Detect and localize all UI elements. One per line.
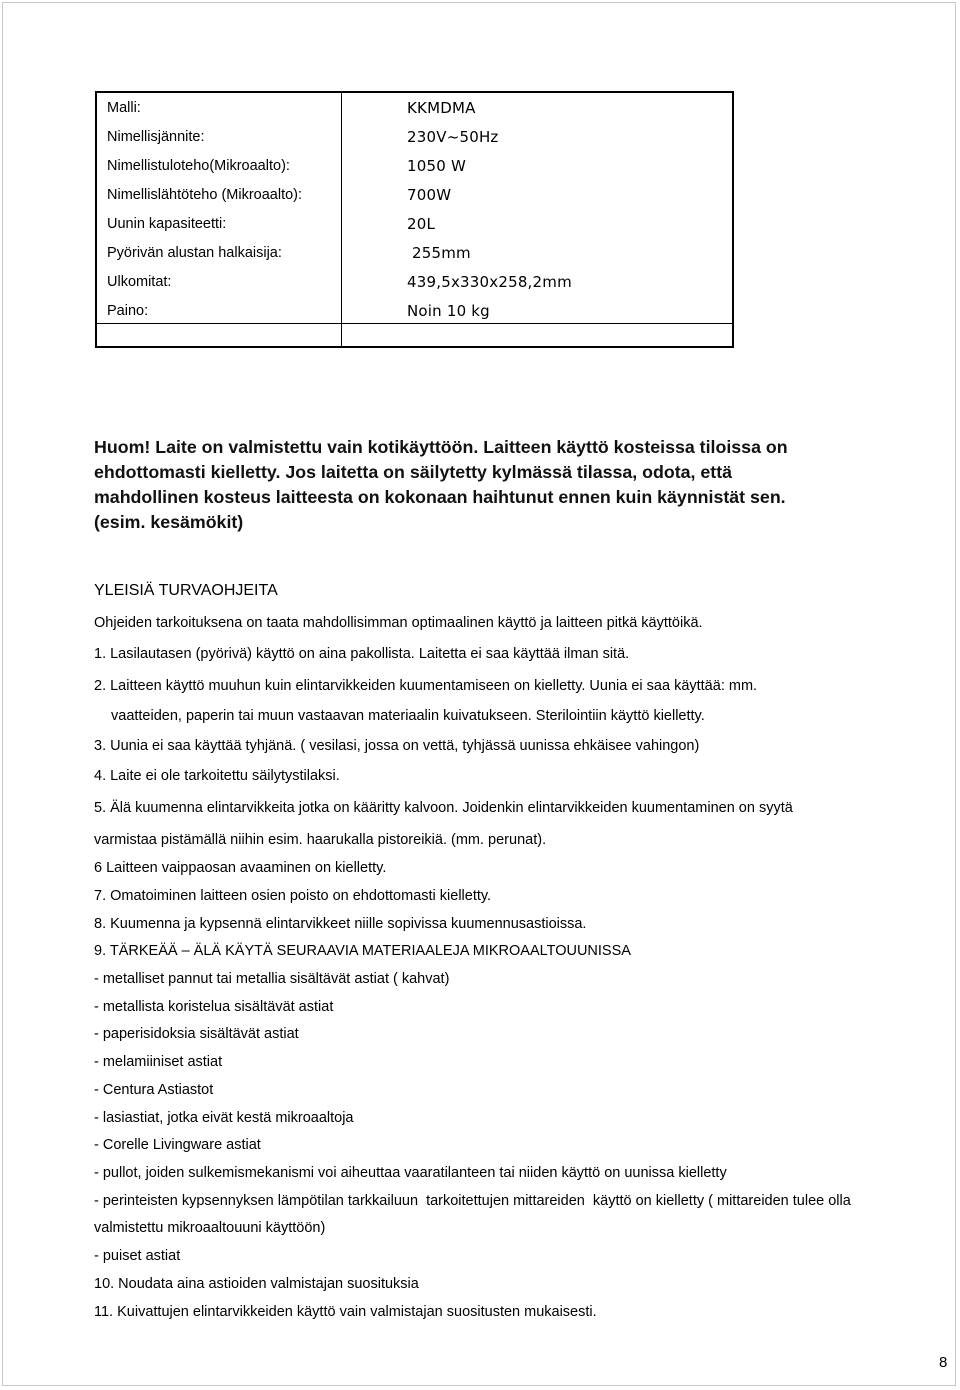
spec-label-model: Malli: [107, 100, 141, 116]
list-item: - melamiiniset astiat [94, 1054, 223, 1070]
spec-label-voltage: Nimellisjännite: [107, 129, 205, 145]
list-item: - paperisidoksia sisältävät astiat [94, 1026, 299, 1042]
instruction-item: 2. Laitteen käyttö muuhun kuin elintarvikkeiden kuumentamiseen on kielletty. Uunia ei saa käyttää: mm. [94, 678, 758, 694]
spec-table [95, 91, 734, 348]
spec-value-weight: Noin 10 kg [407, 302, 490, 320]
intro-text: Ohjeiden tarkoituksena on taata mahdollisimman optimaalinen käyttö ja laitteen pitkä käyttöikä. [94, 615, 703, 631]
instruction-item: 3. Uunia ei saa käyttää tyhjänä. ( vesilasi, jossa on vettä, tyhjässä uunissa ehkäisee vahingon) [94, 738, 700, 754]
spec-label-output-power: Nimellislähtöteho (Mikroaalto): [107, 187, 303, 203]
list-item: - metalliset pannut tai metallia sisältävät astiat ( kahvat) [94, 971, 450, 987]
spec-value-dimensions: 439,5x330x258,2mm [407, 273, 572, 291]
list-item: - puiset astiat [94, 1248, 181, 1264]
list-item: - Corelle Livingware astiat [94, 1137, 261, 1153]
list-item: - metallista koristelua sisältävät astiat [94, 999, 334, 1015]
instruction-item-continued: varmistaa pistämällä niihin esim. haarukalla pistoreikiä. (mm. perunat). [94, 832, 547, 848]
list-item-continued: valmistettu mikroaaltouuni käyttöön) [94, 1220, 326, 1236]
instruction-item: 10. Noudata aina astioiden valmistajan suosituksia [94, 1276, 419, 1292]
warning-line: Huom! Laite on valmistettu vain kotikäyttöön. Laitteen käyttö kosteissa tiloissa on [94, 437, 788, 457]
spec-label-dimensions: Ulkomitat: [107, 274, 172, 290]
list-item: - perinteisten kypsennyksen lämpötilan tarkkailuun tarkoitettujen mittareiden käyttö on kielletty ( mittareiden tulee olla [94, 1193, 851, 1209]
instruction-item: 8. Kuumenna ja kypsennä elintarvikkeet niille sopivissa kuumennusastioissa. [94, 916, 587, 932]
warning-line: ehdottomasti kielletty. Jos laitetta on säilytetty kylmässä tilassa, odota, että [94, 462, 733, 482]
spec-value-output-power: 700W [407, 186, 452, 204]
instruction-item: 1. Lasilautasen (pyörivä) käyttö on aina pakollista. Laitetta ei saa käyttää ilman sitä. [94, 646, 630, 662]
instruction-item: 11. Kuivattujen elintarvikkeiden käyttö vain valmistajan suositusten mukaisesti. [94, 1304, 597, 1320]
spec-label-weight: Paino: [107, 303, 149, 319]
instruction-item: 5. Älä kuumenna elintarvikkeita jotka on kääritty kalvoon. Joidenkin elintarvikkeiden kuumentaminen on syytä [94, 800, 793, 816]
table-row-divider [97, 323, 732, 324]
spec-label-turntable-diameter: Pyörivän alustan halkaisija: [107, 245, 282, 261]
list-item: - lasiastiat, jotka eivät kestä mikroaaltoja [94, 1110, 354, 1126]
spec-value-input-power: 1050 W [407, 157, 466, 175]
spec-label-input-power: Nimellistuloteho(Mikroaalto): [107, 158, 290, 174]
page-number: 8 [939, 1354, 948, 1371]
spec-value-voltage: 230V~50Hz [407, 128, 499, 146]
list-item: - Centura Astiastot [94, 1082, 214, 1098]
warning-line: mahdollinen kosteus laitteesta on kokonaan haihtunut ennen kuin käynnistät sen. [94, 487, 786, 507]
spec-value-turntable-diameter: 255mm [407, 244, 471, 262]
instruction-item: 7. Omatoiminen laitteen osien poisto on ehdottomasti kielletty. [94, 888, 492, 904]
list-item: - pullot, joiden sulkemismekanismi voi aiheuttaa vaaratilanteen tai niiden käyttö on uunissa kielletty [94, 1165, 727, 1181]
instruction-item: 4. Laite ei ole tarkoitettu säilytystilaksi. [94, 768, 340, 784]
spec-value-model: KKMDMA [407, 99, 476, 117]
warning-line: (esim. kesämökit) [94, 512, 244, 532]
instruction-item: 9. TÄRKEÄÄ – ÄLÄ KÄYTÄ SEURAAVIA MATERIAALEJA MIKROAALTOUUNISSA [94, 943, 631, 959]
instruction-item-continued: vaatteiden, paperin tai muun vastaavan materiaalin kuivatukseen. Sterilointiin käyttö kielletty. [111, 708, 705, 724]
table-column-divider [341, 93, 342, 346]
section-heading: YLEISIÄ TURVAOHJEITA [94, 582, 278, 599]
instruction-item: 6 Laitteen vaippaosan avaaminen on kielletty. [94, 860, 387, 876]
spec-value-capacity: 20L [407, 215, 436, 233]
spec-label-capacity: Uunin kapasiteetti: [107, 216, 227, 232]
